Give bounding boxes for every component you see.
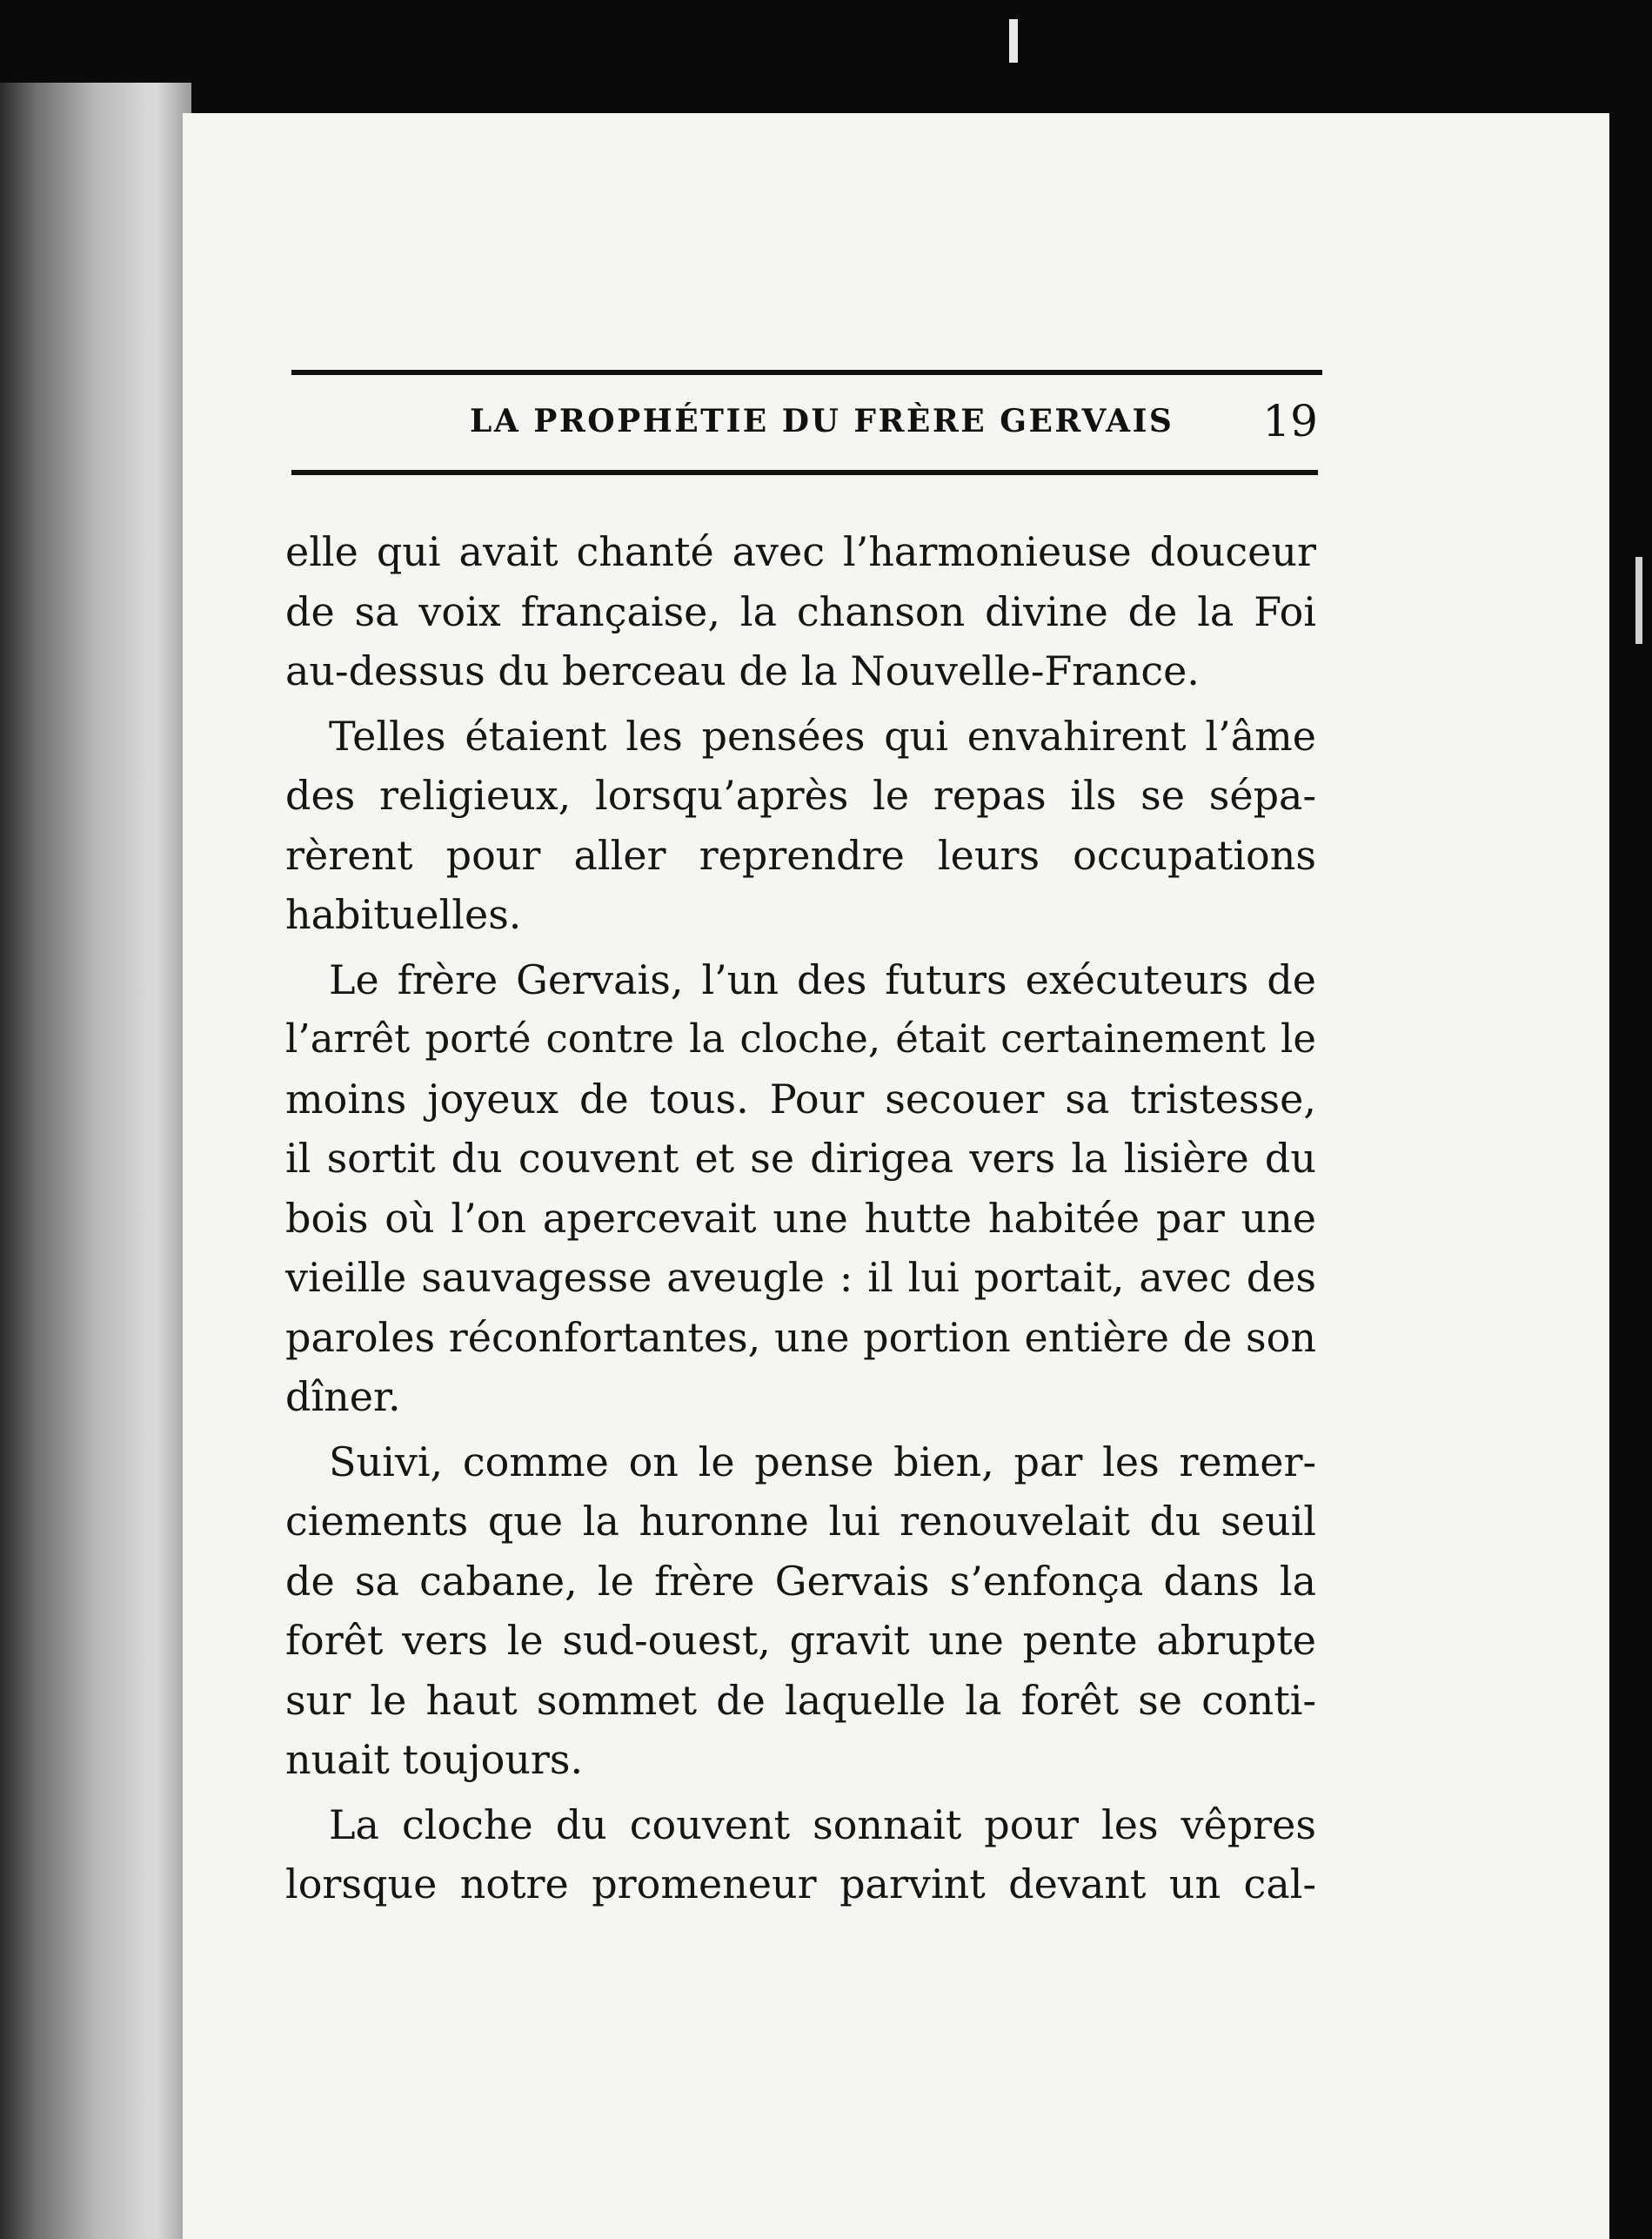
text-line: de sa cabane, le frère Gervais s’enfonça dans la [285, 1557, 1316, 1605]
scan-artifact-top [1009, 19, 1018, 63]
header-rule-top [291, 370, 1322, 375]
text-line: La cloche du couvent sonnait pour les vêpres [329, 1800, 1316, 1848]
text-line: Suivi, comme on le pense bien, par les remer- [329, 1438, 1316, 1485]
running-head-title: LA PROPHÉTIE DU FRÈRE GERVAIS [470, 403, 1174, 439]
text-line: des religieux, lorsqu’après le repas ils se sépa- [285, 772, 1316, 819]
text-line: ciements que la huronne lui renouvelait du seuil [285, 1498, 1316, 1545]
paragraph [285, 1795, 1316, 1914]
text-line: l’arrêt porté contre la cloche, était certainement le [285, 1016, 1316, 1062]
text-line: Telles étaient les pensées qui envahirent l’âme [329, 712, 1316, 760]
page-number: 19 [1262, 396, 1318, 446]
text-line: Le frère Gervais, l’un des futurs exécuteurs de [329, 955, 1316, 1003]
text-line: habituelles. [285, 891, 522, 938]
text-line: lorsque notre promeneur parvint devant un cal- [285, 1860, 1316, 1907]
paragraph [285, 707, 1316, 945]
scan-artifact-right [1635, 557, 1642, 644]
text-line: sur le haut sommet de laquelle la forêt se conti- [285, 1676, 1316, 1724]
text-line: rèrent pour aller reprendre leurs occupations [285, 831, 1316, 879]
text-line: de sa voix française, la chanson divine de la Foi [285, 587, 1316, 635]
paragraph [285, 950, 1316, 1427]
text-line: bois où l’on apercevait une hutte habitée par une [285, 1194, 1316, 1242]
text-line: elle qui avait chanté avec l’harmonieuse douceur [285, 528, 1316, 575]
text-line: paroles réconfortantes, une portion entière de son [285, 1313, 1316, 1361]
text-line: dîner. [285, 1373, 401, 1420]
text-line: forêt vers le sud-ouest, gravit une pente abrupte [285, 1617, 1316, 1664]
text-line: au-dessus du berceau de la Nouvelle-France. [285, 647, 1200, 694]
text-line: vieille sauvagesse aveugle : il lui portait, avec des [285, 1254, 1316, 1301]
paragraph [285, 522, 1316, 701]
paragraph [285, 1432, 1316, 1790]
body-text [285, 522, 1316, 1920]
text-line: moins joyeux de tous. Pour secouer sa tristesse, [285, 1075, 1316, 1123]
running-head [291, 396, 1318, 457]
header-rule-bottom [291, 470, 1318, 475]
text-line: nuait toujours. [285, 1736, 584, 1783]
text-line: il sortit du couvent et se dirigea vers la lisière du [285, 1135, 1316, 1182]
